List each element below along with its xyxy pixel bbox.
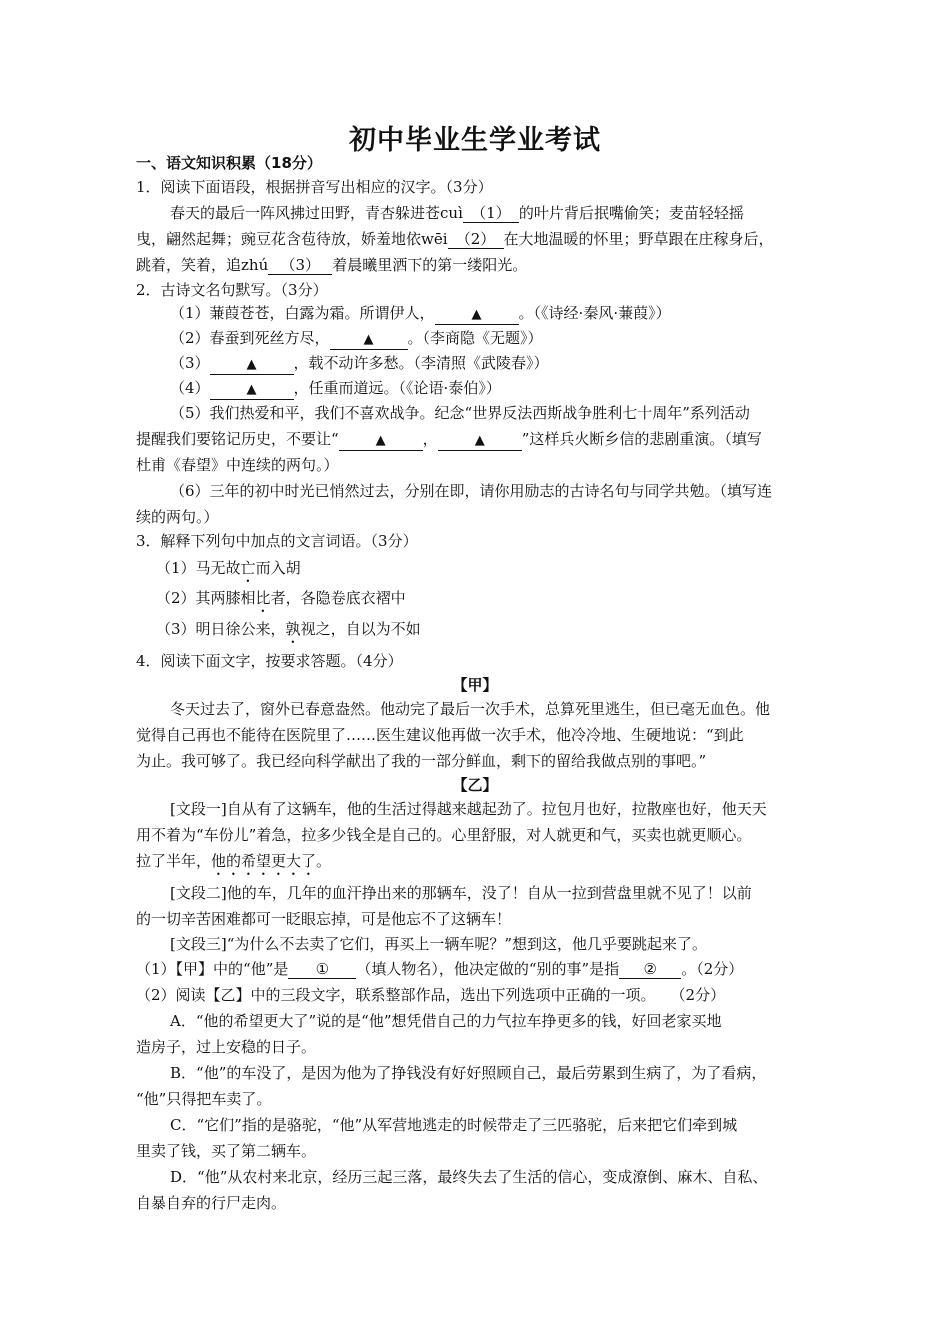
q2-item-6-line-2: 续的两句。） bbox=[136, 508, 219, 526]
passage-yi-p1-line-1: [文段一]自从有了这辆车，他的生活过得越来越起劲了。拉包月也好，拉散座也好，他天天 bbox=[170, 800, 767, 818]
q2-item-5-line-1: （5）我们热爱和平，我们不喜欢战争。纪念“世界反法西斯战争胜利七十周年”系列活动 bbox=[170, 404, 750, 422]
passage-jia-line-1: 冬天过去了，窗外已春意盎然。他动完了最后一次手术，总算死里逃生，但已毫无血色。他 bbox=[170, 700, 771, 718]
blank-2: （2） bbox=[448, 230, 504, 249]
passage-jia-line-3: 为止。我可够了。我已经向科学献出了我的一部分鲜血，剩下的留给我做点别的事吧。” bbox=[136, 752, 707, 770]
page-title: 初中毕业生学业考试 bbox=[349, 125, 601, 156]
q2-item-1: （1）蒹葭苍苍，白露为霜。所谓伊人， ▲ 。（《诗经·秦风·蒹葭》） bbox=[170, 302, 671, 325]
passage-jia-label: 【甲】 bbox=[452, 676, 498, 694]
q3-item-1: （1）马无故亡而入胡 bbox=[156, 559, 301, 577]
answer-blank: ▲ bbox=[210, 356, 294, 375]
q2-item-5-line-2: 提醒我们要铭记历史，不要让“ ▲ ， ▲ ”这样兵火断乡信的悲剧重演。（填写 bbox=[136, 428, 762, 451]
q1-line-2: 曳，翩然起舞；豌豆花含苞待放，娇羞地依wēi （2） 在大地温暖的怀里；野草跟在庄稼身后， bbox=[136, 230, 774, 248]
answer-blank: ▲ bbox=[330, 331, 408, 350]
option-b-line-1: B．“他”的车没了，是因为他为了挣钱没有好好照顾自己，最后劳累到生病了，为了看病， bbox=[170, 1064, 767, 1082]
passage-yi-label: 【乙】 bbox=[452, 776, 498, 794]
passage-yi-p1-line-3: 拉了半年，他的希望更大了。 bbox=[136, 852, 332, 870]
q2-item-4: （4） ▲ ，任重而道远。（《论语·泰伯》） bbox=[170, 377, 501, 400]
blank-3: （3） bbox=[268, 256, 332, 275]
option-d-line-2: 自暴自弃的行尸走肉。 bbox=[136, 1194, 287, 1212]
blank-2: ② bbox=[619, 960, 681, 979]
q2-item-2: （2）春蚕到死丝方尽， ▲ 。（李商隐《无题》） bbox=[170, 327, 543, 350]
q1-heading: 1．阅读下面语段，根据拼音写出相应的汉字。（3分） bbox=[136, 178, 493, 196]
q4-sub-2: （2）阅读【乙】中的三段文字，联系整部作品，选出下列选项中正确的一项。 （2分） bbox=[136, 986, 726, 1004]
q3-item-2: （2）其两膝相比者，各隐卷底衣褶中 bbox=[156, 589, 406, 607]
dotted-word: 亡 bbox=[240, 559, 256, 577]
q4-heading: 4．阅读下面文字，按要求答题。（4分） bbox=[136, 652, 403, 670]
option-d-line-1: D．“他”从农村来北京，经历三起三落，最终失去了生活的信心，变成潦倒、麻木、自私、 bbox=[170, 1168, 768, 1186]
q2-item-6-line-1: （6）三年的初中时光已悄然过去，分别在即，请你用励志的古诗名句与同学共勉。（填写连 bbox=[170, 482, 773, 500]
blank-1: ① bbox=[288, 960, 356, 979]
passage-yi-p2-line-2: 的一切辛苦困难都可一眨眼忘掉，可是他忘不了这辆车！ bbox=[136, 910, 512, 928]
answer-blank: ▲ bbox=[339, 432, 423, 451]
q3-heading: 3．解释下列句中加点的文言词语。（3分） bbox=[136, 532, 418, 550]
q1-line-3: 跳着，笑着，追zhú （3） 着晨曦里洒下的第一缕阳光。 bbox=[136, 256, 528, 274]
option-c-line-1: C．“它们”指的是骆驼，“他”从军营地逃走的时候带走了三匹骆驼，后来把它们牵到城 bbox=[170, 1116, 738, 1134]
option-a-line-2: 造房子，过上安稳的日子。 bbox=[136, 1038, 317, 1056]
option-a-line-1: A．“他的希望更大了”说的是“他”想凭借自己的力气拉车挣更多的钱，好回老家买地 bbox=[170, 1012, 722, 1030]
option-c-line-2: 里卖了钱，买了第二辆车。 bbox=[136, 1142, 317, 1160]
q2-item-5-line-3: 杜甫《春望》中连续的两句。） bbox=[136, 456, 339, 474]
dotted-word: 比 bbox=[255, 589, 271, 607]
q1-line-1: 春天的最后一阵风拂过田野，青杏躲进苍cuì （1） 的叶片背后抿嘴偷笑；麦苗轻轻摇 bbox=[170, 204, 744, 222]
passage-jia-line-2: 觉得自己再也不能待在医院里了……医生建议他再做一次手术，他冷冷地、生硬地说：“到此 bbox=[136, 726, 744, 744]
answer-blank: ▲ bbox=[438, 432, 522, 451]
q2-item-3: （3） ▲ ，载不动许多愁。（李清照《武陵春》） bbox=[170, 352, 549, 375]
q3-item-3: （3）明日徐公来，孰视之，自以为不如 bbox=[156, 620, 421, 638]
q2-heading: 2．古诗文名句默写。（3分） bbox=[136, 281, 328, 299]
q4-sub-1: （1）【甲】中的“他”是 ① （填人物名），他决定做的“别的事”是指 ② 。（2分） bbox=[136, 960, 744, 978]
section-heading: 一、语文知识积累（18分） bbox=[136, 154, 322, 172]
dotted-word: 孰 bbox=[285, 620, 301, 638]
dotted-phrase: 他的希望更大了 bbox=[211, 852, 317, 870]
answer-blank: ▲ bbox=[435, 306, 519, 325]
answer-blank: ▲ bbox=[210, 381, 294, 400]
option-b-line-2: “他”只得把车卖了。 bbox=[136, 1090, 272, 1108]
passage-yi-p2-line-1: [文段二]他的车，几年的血汗挣出来的那辆车，没了！自从一拉到营盘里就不见了！以前 bbox=[170, 884, 752, 902]
passage-yi-p1-line-2: 用不着为“车份儿”着急，拉多少钱全是自己的。心里舒服，对人就更和气，买卖也就更顺心。 bbox=[136, 826, 752, 844]
blank-1: （1） bbox=[463, 204, 519, 223]
passage-yi-p3-line-1: [文段三]“为什么不去卖了它们，再买上一辆车呢？”想到这，他几乎要跳起来了。 bbox=[170, 935, 708, 953]
